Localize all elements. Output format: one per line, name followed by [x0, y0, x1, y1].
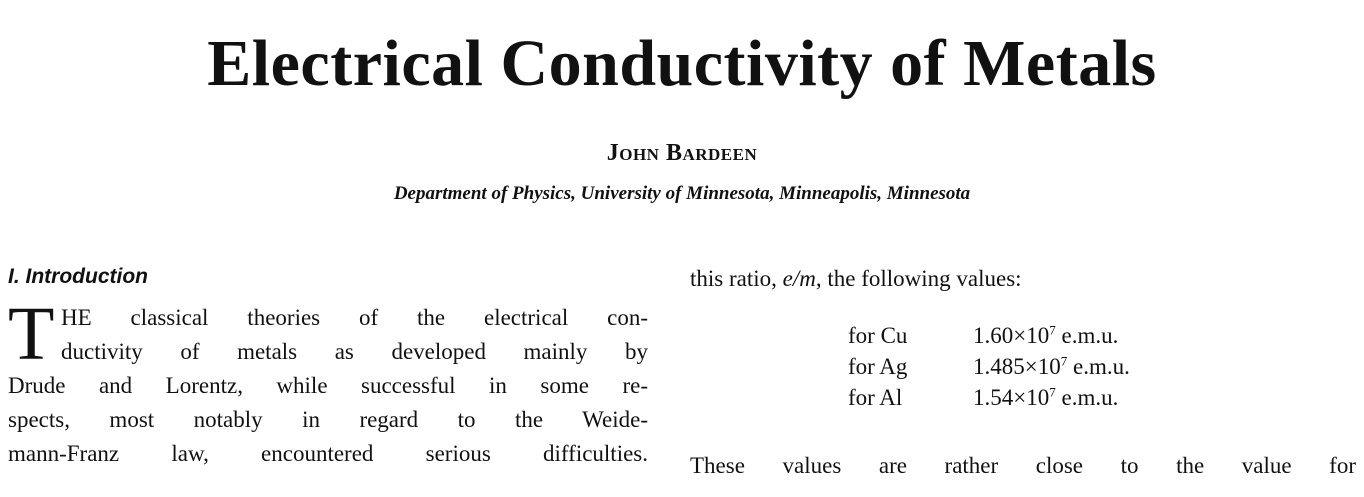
value-unit: e.m.u. [1055, 385, 1119, 410]
value-text [973, 320, 1118, 351]
paragraph-line: spects, most notably in regard to the Weide- [8, 407, 648, 432]
value-row-ag [848, 351, 1356, 382]
value-row-al [848, 382, 1356, 413]
ratio-intro-text [690, 264, 1356, 294]
author-last-initial: B [665, 140, 683, 166]
value-unit: e.m.u. [1067, 354, 1130, 379]
intro-text-start: this ratio, [690, 266, 783, 291]
author-first-rest: ohn [619, 140, 660, 166]
affiliation: Department of Physics, University of Minnesota, Minneapolis, Minnesota [393, 183, 971, 204]
section-heading: I. Introduction [8, 265, 148, 288]
paragraph-line: mann-Franz law, encountered serious difficulties. [8, 441, 648, 466]
author-first-initial: J [606, 140, 620, 166]
paragraph-line: ductivity of metals as developed mainly by [61, 339, 648, 364]
left-column [8, 264, 648, 471]
metal-label: for Ag [848, 354, 908, 379]
drop-cap: T [8, 292, 55, 376]
value-mantissa: 1.485×10 [973, 354, 1061, 379]
value-mantissa: 1.54×10 [973, 385, 1050, 410]
values-table [848, 320, 1356, 413]
paragraph-line: HE classical theories of the electrical con- [61, 305, 648, 330]
value-unit: e.m.u. [1055, 323, 1119, 348]
paper-title: Electrical Conductivity of Metals [207, 27, 1157, 100]
value-exponent: 7 [1060, 353, 1068, 369]
metal-label: for Al [848, 385, 903, 410]
intro-text-end: , the following values: [815, 266, 1022, 291]
value-exponent: 7 [1049, 322, 1056, 338]
metal-label: for Cu [848, 323, 908, 348]
value-exponent: 7 [1049, 384, 1056, 400]
right-column [690, 264, 1356, 481]
value-text [973, 351, 1130, 382]
intro-paragraph [8, 292, 648, 471]
continuation-line: These values are rather close to the value for [690, 453, 1356, 478]
paragraph-line: Drude and Lorentz, while successful in some re- [8, 373, 648, 398]
ratio-symbol: e/m [782, 266, 816, 291]
value-text [973, 382, 1118, 413]
value-row-cu [848, 320, 1356, 351]
author-name [0, 140, 1364, 167]
author-last-rest: ardeen [682, 140, 758, 166]
value-mantissa: 1.60×10 [973, 323, 1050, 348]
